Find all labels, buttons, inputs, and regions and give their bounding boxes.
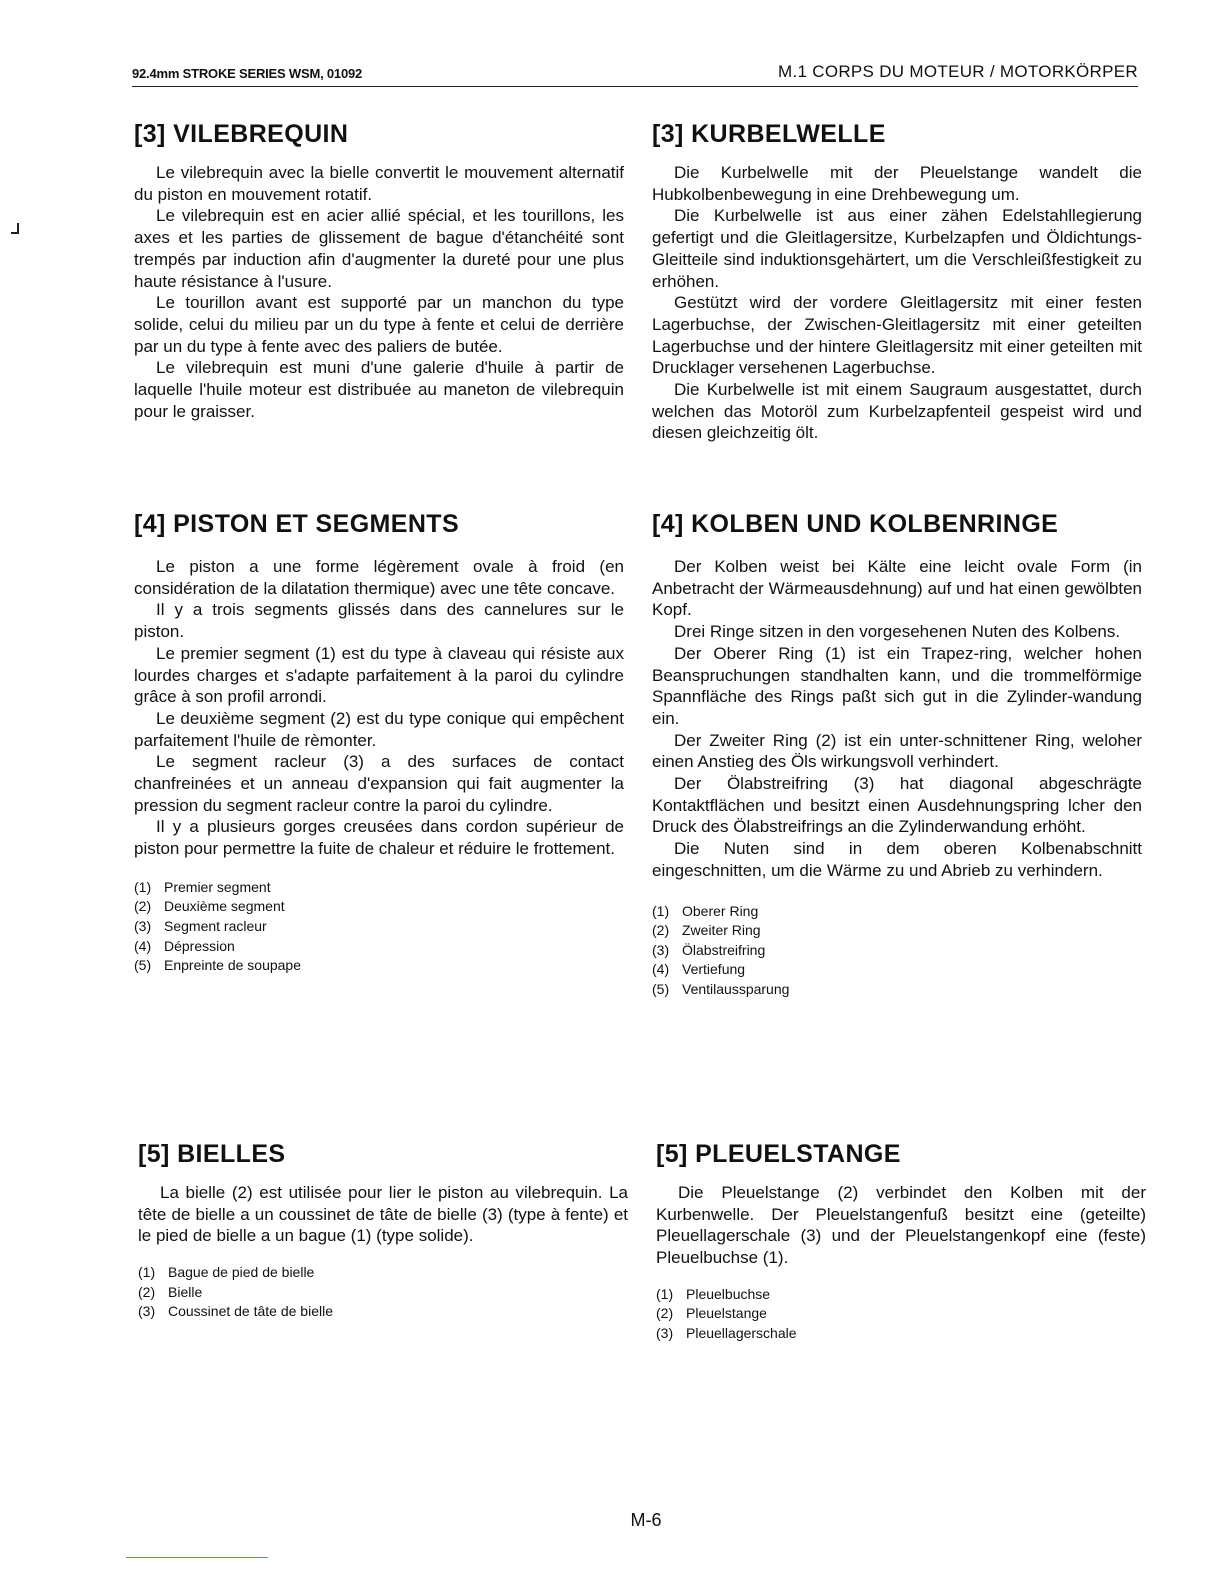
legend-item: (1) Oberer Ring: [652, 902, 759, 919]
section-title: [3] VILEBREQUIN: [134, 120, 349, 148]
legend-item: (2) Pleuelstange: [656, 1305, 767, 1322]
paragraph: Der Ölabstreifring (3) hat diagonal abgeschrägte Kontaktflächen und besitzt einen Ausdehnungspring lcher den Druck des Ölabstreifrings an die Zylinderwandung erhöht.: [652, 774, 1142, 837]
paragraph: Der Kolben weist bei Kälte eine leicht ovale Form (in Anbetracht der Wärmeausdehnung) auf und hat einen gewölbten Kopf.: [652, 557, 1142, 620]
paragraph: Der Oberer Ring (1) ist ein Trapez-ring, welcher hohen Beanspruchungen standhalten kann, und die trommelförmige Spannfläche des Rings paßt sich gut in die Zylinder-wandung ein.: [652, 643, 1142, 728]
series-label: 92.4mm STROKE SERIES WSM, 01092: [132, 66, 363, 81]
legend-item: (2) Deuxième segment: [134, 898, 285, 915]
section-pleuelstange: [656, 1140, 1146, 1344]
paragraph: Il y a plusieurs gorges creusées dans cordon supérieur de piston pour permettre la fuite de chaleur et réduire le frottement.: [134, 817, 624, 859]
paragraph: Le vilebrequin avec la bielle convertit le mouvement alternatif du piston en mouvement rotatif.: [134, 163, 624, 204]
paragraph: Le tourillon avant est supporté par un manchon du type solide, celui du milieu par un du type à fente et celui de derrière par un du type à fente avec des paliers de butée.: [134, 293, 624, 356]
paragraph: Die Pleuelstange (2) verbindet den Kolben mit der Kurbenwelle. Der Pleuelstangenfuß besitzt eine (geteilte) Pleuellagerschale (3) und der Pleuelstangenkopf eine (feste) Pleuelbuchse (1).: [656, 1183, 1146, 1268]
legend-item: (3) Segment racleur: [134, 918, 267, 935]
paragraph: Il y a trois segments glissés dans des cannelures sur le piston.: [134, 600, 624, 642]
legend-list: [656, 1285, 1146, 1344]
section-title: [3] KURBELWELLE: [652, 120, 886, 148]
paragraph: Der Zweiter Ring (2) ist ein unter-schnittener Ring, weloher einen Anstieg des Öls wirkungsvoll verhindert.: [652, 730, 1142, 772]
footer-line: [126, 1557, 268, 1558]
legend-item: (5) Enpreinte de soupape: [134, 957, 301, 974]
legend-list: [134, 878, 624, 976]
paragraph: Die Kurbelwelle mit der Pleuelstange wandelt die Hubkolbenbewegung in eine Drehbewegung um.: [652, 163, 1142, 204]
legend-item: (3) Coussinet de tâte de bielle: [138, 1303, 333, 1320]
paragraph: Die Kurbelwelle ist aus einer zähen Edelstahllegierung gefertigt und die Gleitlagersitze, Kurbelzapfen und Öldichtungs-Gleitteile sind induktionsgehärtert, um die Verschleißfestigkeit zu erhöhen.: [652, 206, 1142, 291]
paragraph: Gestützt wird der vordere Gleitlagersitz mit einer festen Lagerbuchse, der Zwischen-Gleitlagersitz mit einer geteilten Lagerbuchse und der hintere Gleitlagersitz mit einer geteilten mit Drucklager versehenen Lagerbuchse.: [652, 293, 1142, 378]
section-title: [4] KOLBEN UND KOLBENRINGE: [652, 510, 1059, 538]
legend-item: (3) Pleuellagerschale: [656, 1325, 797, 1341]
paragraph: Die Nuten sind in dem oberen Kolbenabschnitt eingeschnitten, um die Wärme zu und Abrieb zu verhindern.: [652, 839, 1142, 880]
margin-mark-icon: [10, 222, 20, 236]
page-number: M-6: [630, 1510, 662, 1530]
section-vilebrequin: [134, 120, 624, 422]
section-title: [4] PISTON ET SEGMENTS: [134, 510, 460, 538]
legend-item: (4) Dépression: [134, 937, 235, 954]
legend-item: (1) Bague de pied de bielle: [138, 1264, 315, 1281]
paragraph: Le premier segment (1) est du type à claveau qui résiste aux lourdes charges et s'adapte parfaitement à la paroi du cylindre grâce à son profil arrondi.: [134, 643, 624, 707]
section-kolben-und-kolbenringe: [652, 510, 1142, 1000]
legend-list: [652, 902, 1142, 1000]
paragraph: Drei Ringe sitzen in den vorgesehenen Nuten des Kolbens.: [674, 622, 1121, 642]
legend-item: (2) Bielle: [138, 1283, 203, 1300]
paragraph: Le vilebrequin est en acier allié spécial, et les tourillons, les axes et les parties de glissement de bague d'étanchéité sont trempés par induction afin d'augmenter la dureté pour une plus haute résistance à l'usure.: [134, 206, 624, 291]
paragraph: Le segment racleur (3) a des surfaces de contact chanfreinées et un anneau d'expansion qui fait augmenter la pression du segment racleur contre la paroi du cylindre.: [134, 752, 624, 815]
legend-item: (4) Vertiefung: [652, 961, 746, 978]
paragraph: Die Kurbelwelle ist mit einem Saugraum ausgestattet, durch welchen das Motoröl zum Kurbelzapfenteil gespeist wird und diesen gleichzeitig ölt.: [652, 380, 1142, 443]
legend-item: (1) Premier segment: [134, 878, 271, 895]
section-kurbelwelle: [652, 120, 1142, 444]
paragraph: Le deuxième segment (2) est du type conique qui empêchent parfaitement l'huile de rèmonter.: [134, 708, 624, 750]
legend-item: (5) Ventilaussparung: [652, 980, 790, 997]
section-label: M.1 CORPS DU MOTEUR / MOTORKÖRPER: [777, 62, 1138, 81]
paragraph: Le piston a une forme légèrement ovale à froid (en considération de la dilatation thermique) avec une tête concave.: [134, 557, 624, 598]
legend-item: (2) Zweiter Ring: [652, 922, 761, 939]
section-bielles: [138, 1140, 628, 1322]
legend-list: [138, 1263, 628, 1322]
paragraph: Le vilebrequin est muni d'une galerie d'huile à partir de laquelle l'huile moteur est distribuée au maneton de vilebrequin pour le graisser.: [134, 358, 624, 421]
section-piston-et-segments: [134, 510, 624, 976]
legend-item: (3) Ölabstreifring: [652, 941, 766, 958]
section-title: [5] BIELLES: [138, 1140, 286, 1168]
header-rule: [132, 86, 1138, 87]
paragraph: La bielle (2) est utilisée pour lier le piston au vilebrequin. La tête de bielle a un coussinet de tâte de bielle (3) (type à fente) et le pied de bielle a un bague (1) (type solide).: [138, 1183, 628, 1246]
legend-item: (1) Pleuelbuchse: [656, 1285, 771, 1302]
section-title: [5] PLEUELSTANGE: [656, 1140, 901, 1168]
